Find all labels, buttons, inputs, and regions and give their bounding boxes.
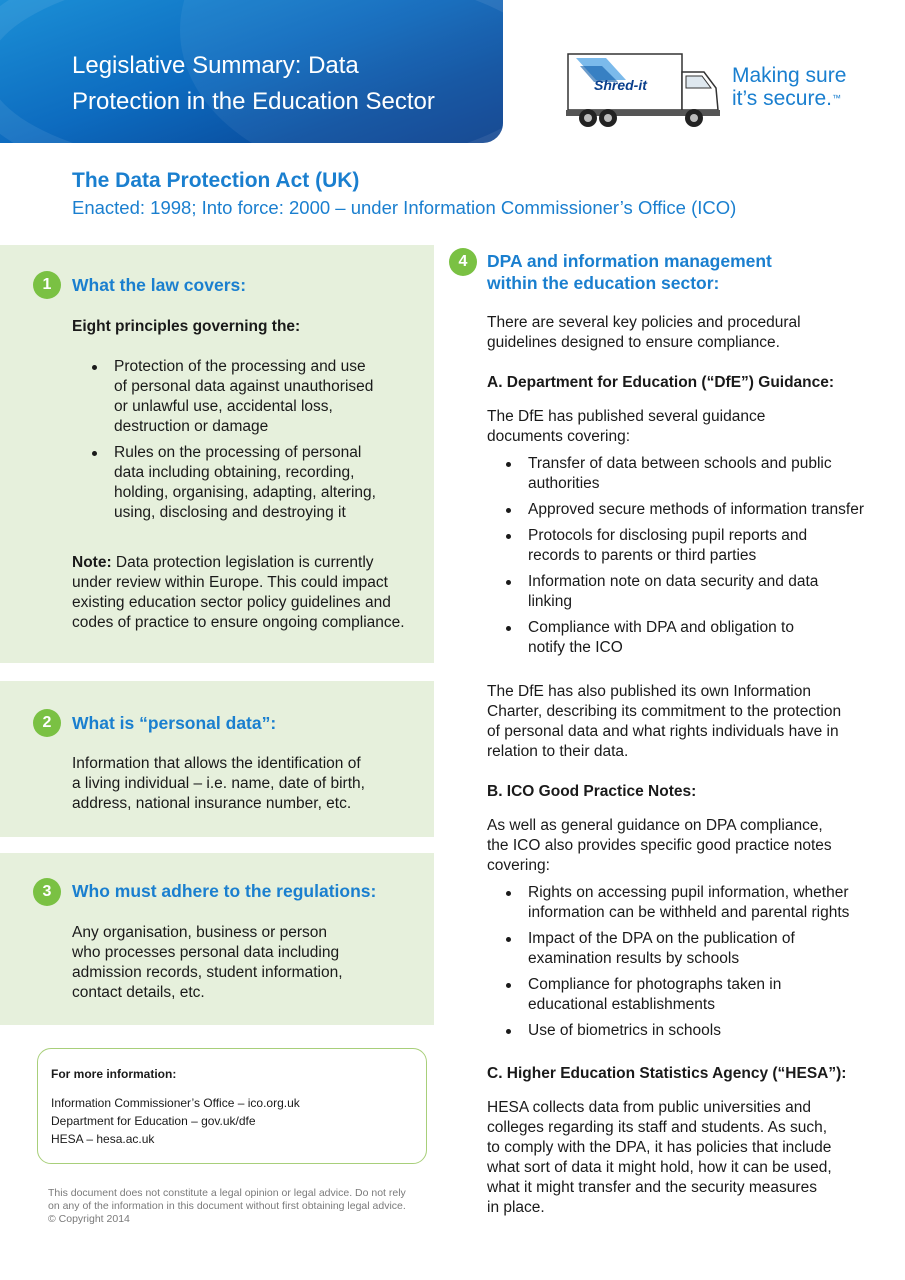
header-banner xyxy=(0,0,503,143)
list-item: Protocols for disclosing pupil reports and records to parents or third parties xyxy=(528,526,898,566)
section-1-heading: What the law covers: xyxy=(72,275,247,295)
document-subtitle: Enacted: 1998; Into force: 2000 – under Information Commissioner’s Office (ICO) xyxy=(72,197,737,218)
shred-it-truck-logo xyxy=(566,52,724,130)
list-item: Approved secure methods of information transfer xyxy=(528,500,898,520)
brand-tagline: Making sure it’s secure.™ xyxy=(732,64,847,110)
document-title: The Data Protection Act (UK) xyxy=(72,169,360,192)
section-4-intro: There are several key policies and procedural guidelines designed to ensure compliance. xyxy=(487,314,801,351)
section-2-heading: What is “personal data”: xyxy=(72,713,277,733)
subsection-b-bullets xyxy=(528,883,898,1047)
banner-title: Legislative Summary: Data Protection in the Education Sector xyxy=(72,52,435,115)
legal-disclaimer: This document does not constitute a legal opinion or legal advice. Do not rely on any of the information in this document without first obtaining legal advice. © Copyright 2014 xyxy=(48,1187,406,1225)
section-4-badge: 4 xyxy=(449,248,477,276)
section-1-badge: 1 xyxy=(33,271,61,299)
list-item: Rules on the processing of personal data including obtaining, recording, holding, organising, adapting, altering, using, disclosing and destroying it xyxy=(114,443,424,523)
section-1-intro: Eight principles governing the: xyxy=(72,318,301,335)
subsection-a-outro: The DfE has also published its own Information Charter, describing its commitment to the protection of personal data and what rights individuals have in relation to their data. xyxy=(487,683,842,760)
subsection-a-bullets xyxy=(528,454,898,664)
section-2-badge: 2 xyxy=(33,709,61,737)
list-item: Use of biometrics in schools xyxy=(528,1021,898,1041)
section-2-body: Information that allows the identification of a living individual – i.e. name, date of birth, address, national insurance number, etc. xyxy=(72,755,365,812)
subsection-b-intro: As well as general guidance on DPA compliance, the ICO also provides specific good practice notes covering: xyxy=(487,817,832,874)
list-item: Compliance with DPA and obligation to notify the ICO xyxy=(528,618,898,658)
subsection-b-heading: B. ICO Good Practice Notes: xyxy=(487,783,697,800)
section-3-body: Any organisation, business or person who processes personal data including admission records, student information, contact details, etc. xyxy=(72,924,343,1001)
list-item: Compliance for photographs taken in educational establishments xyxy=(528,975,898,1015)
section-1-bullets xyxy=(114,357,424,529)
more-information-heading: For more information: xyxy=(51,1067,177,1081)
more-information-box xyxy=(37,1048,427,1164)
list-item: Impact of the DPA on the publication of examination results by schools xyxy=(528,929,898,969)
list-item: Rights on accessing pupil information, whether information can be withheld and parental rights xyxy=(528,883,898,923)
info-link-ico[interactable]: Information Commissioner’s Office – ico.org.uk xyxy=(51,1096,300,1110)
truck-brand-text: Shred-it xyxy=(594,77,647,93)
section-4-heading: DPA and information management within the education sector: xyxy=(487,251,772,293)
list-item: Information note on data security and data linking xyxy=(528,572,898,612)
subsection-a-intro: The DfE has published several guidance documents covering: xyxy=(487,408,766,445)
info-link-hesa[interactable]: HESA – hesa.ac.uk xyxy=(51,1132,155,1146)
list-item: Protection of the processing and use of personal data against unauthorised or unlawful use, accidental loss, destruction or damage xyxy=(114,357,424,437)
subsection-c-body: HESA collects data from public universities and colleges regarding its staff and students. As such, to comply with the DPA, it has policies that include what sort of data it might hold, how it can be used, what it might transfer and the security measures in place. xyxy=(487,1099,832,1216)
section-1-note: Note: Data protection legislation is currently under review within Europe. This could impact existing education sector policy guidelines and codes of practice to ensure ongoing compliance. xyxy=(72,554,405,631)
list-item: Transfer of data between schools and public authorities xyxy=(528,454,898,494)
section-3-heading: Who must adhere to the regulations: xyxy=(72,881,377,901)
subsection-c-heading: C. Higher Education Statistics Agency (“HESA”): xyxy=(487,1065,847,1082)
info-link-dfe[interactable]: Department for Education – gov.uk/dfe xyxy=(51,1114,256,1128)
subsection-a-heading: A. Department for Education (“DfE”) Guidance: xyxy=(487,374,835,391)
section-3-badge: 3 xyxy=(33,878,61,906)
